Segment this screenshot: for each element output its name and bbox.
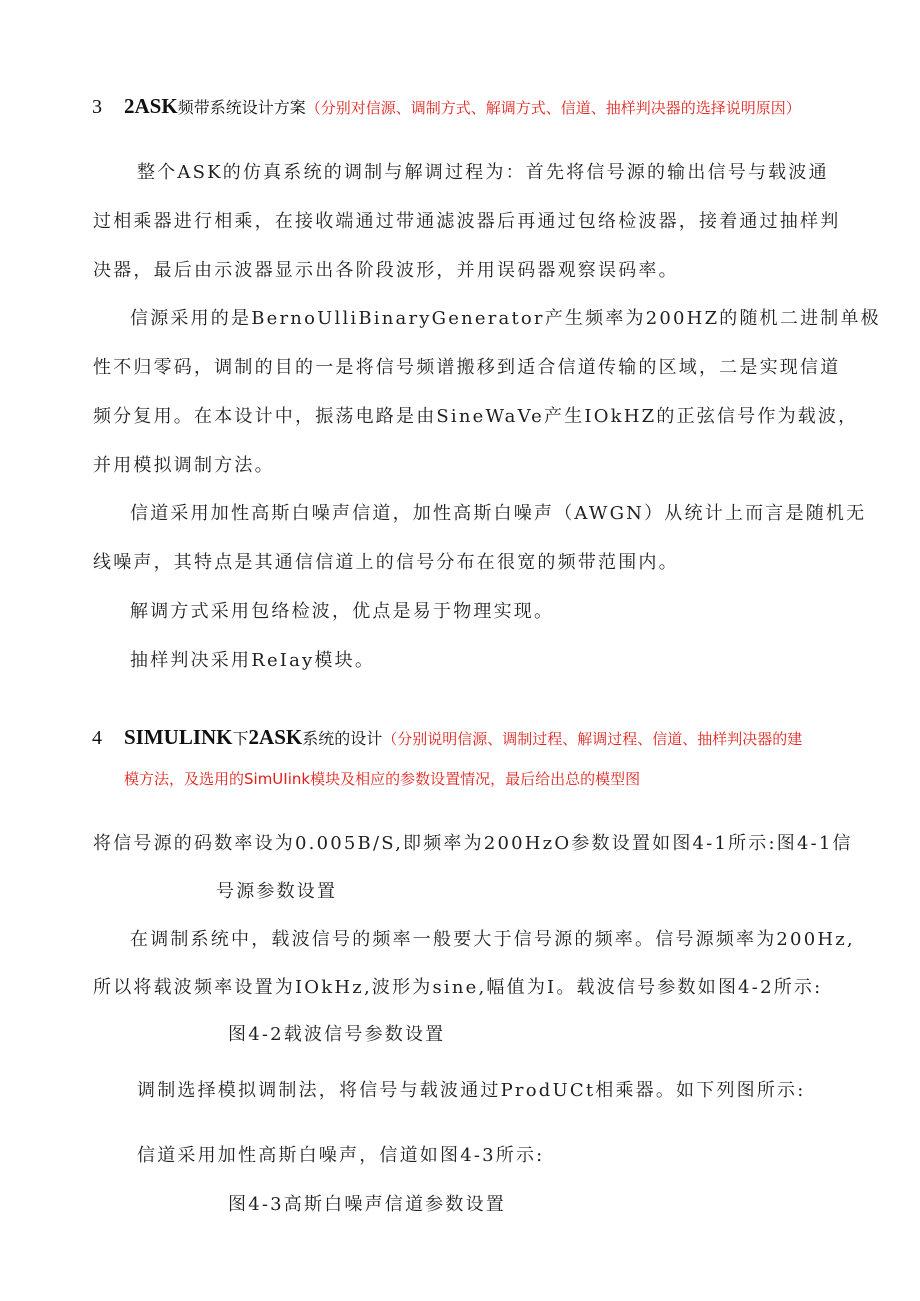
s3-p1-line2: 过相乘器进行相乘，在接收端通过带通滤波器后再通过包络检波器，接着通过抽样判 xyxy=(93,211,841,232)
s3-p3-line1: 信道采用加性高斯白噪声信道，加性高斯白噪声（AWGN）从统计上而言是随机无 xyxy=(130,503,867,524)
s3-p2-line1: 信源采用的是BernoUlliBinaryGenerator产生频率为200HZ的随机二进制单极 xyxy=(130,308,881,329)
section-4-number: 4 xyxy=(92,727,102,749)
s3-p2-line2: 性不归零码，调制的目的一是将信号频谱搬移到适合信道传输的区域，二是实现信道 xyxy=(93,357,841,378)
section-3-title-cn: 频带系统设计方案 xyxy=(177,98,306,117)
figure-4-3-caption: 图4-3高斯白噪声信道参数设置 xyxy=(228,1194,506,1215)
s3-p3-line2: 线噪声，其特点是其通信信道上的信号分布在很宽的频带范围内。 xyxy=(93,552,679,573)
s4-p4-line1: 信道采用加性高斯白噪声，信道如图4-3所示: xyxy=(137,1145,545,1166)
s4-p1-line2: 号源参数设置 xyxy=(216,881,338,902)
s3-p2-line3: 频分复用。在本设计中，振荡电路是由SineWaVe产生IOkHZ的正弦信号作为载波， xyxy=(93,406,859,427)
s4-p3-line1: 调制选择模拟调制法，将信号与载波通过ProdUCt相乘器。如下列图所示: xyxy=(137,1080,806,1101)
s4-p2-line2: 所以将载波频率设置为IOkHz,波形为sine,幅值为I。载波信号参数如图4-2所示: xyxy=(93,977,823,998)
s3-p2-line4: 并用模拟调制方法。 xyxy=(93,455,275,476)
section-3-heading xyxy=(92,94,801,119)
section-4-title2-cn: 系统的设计 xyxy=(302,729,383,748)
s3-p1-line1: 整个ASK的仿真系统的调制与解调过程为：首先将信号源的输出信号与载波通 xyxy=(137,162,829,183)
section-4-title-cn: 下 xyxy=(232,729,249,748)
section-4-title: SIMULINK xyxy=(124,725,233,749)
section-4-heading xyxy=(92,725,802,750)
section-4-title2: 2ASK xyxy=(248,725,303,749)
s4-p1-line1: 将信号源的码数率设为0.005B/S,即频率为200HzO参数设置如图4-1所示:图4-1信 xyxy=(93,833,853,854)
section-3-title: 2ASK xyxy=(124,94,178,118)
section-4-note-line1: （分别说明信源、调制过程、解调过程、信道、抽样判决器的建 xyxy=(382,730,803,748)
figure-4-2-caption: 图4-2载波信号参数设置 xyxy=(228,1024,446,1045)
section-3-number: 3 xyxy=(92,96,102,118)
s3-p1-line3: 决器，最后由示波器显示出各阶段波形，并用误码器观察误码率。 xyxy=(93,260,679,281)
s3-p4-line1: 解调方式采用包络检波，优点是易于物理实现。 xyxy=(130,601,555,622)
s4-p2-line1: 在调制系统中，载波信号的频率一般要大于信号源的频率。信号源频率为200Hz, xyxy=(130,929,855,950)
section-3-note: （分别对信源、调制方式、解调方式、信道、抽样判决器的选择说明原因） xyxy=(305,99,801,117)
section-4-note-line2: 模方法，及选用的SimUIink模块及相应的参数设置情况，最后给出总的模型图 xyxy=(124,770,641,788)
s3-p5-line1: 抽样判决采用ReIay模块。 xyxy=(130,650,376,671)
